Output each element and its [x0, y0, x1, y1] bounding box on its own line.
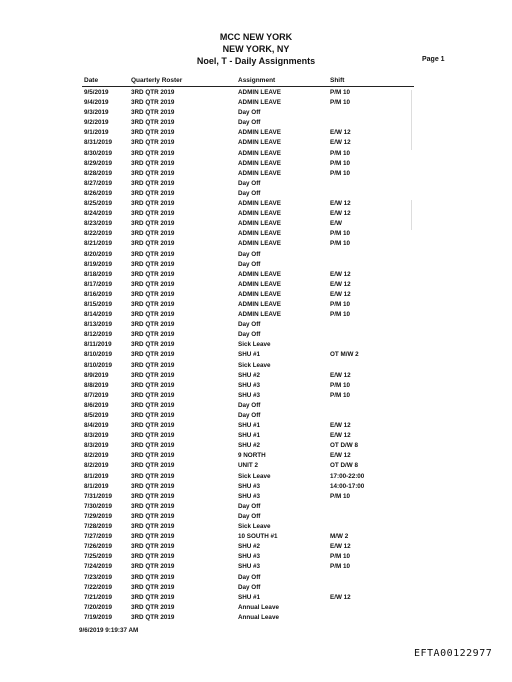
row-assignment: ADMIN LEAVE [238, 139, 281, 147]
table-row [0, 584, 512, 594]
table-row [0, 230, 512, 240]
row-assignment: 10 SOUTH #1 [238, 533, 278, 541]
table-row [0, 483, 512, 493]
row-assignment: Day Off [238, 502, 261, 510]
row-date: 9/3/2019 [84, 109, 109, 117]
row-shift: OT D/W 8 [330, 442, 358, 450]
row-date: 8/15/2019 [84, 300, 113, 308]
row-date: 7/27/2019 [84, 533, 113, 541]
row-roster: 3RD QTR 2019 [131, 452, 175, 460]
row-assignment: ADMIN LEAVE [238, 311, 281, 319]
table-row [0, 422, 512, 432]
row-shift: E/W 12 [330, 270, 351, 278]
row-shift: P/M 10 [330, 563, 350, 571]
row-roster: 3RD QTR 2019 [131, 169, 175, 177]
assignments-table [0, 89, 512, 624]
row-shift: E/W 12 [330, 139, 351, 147]
row-roster: 3RD QTR 2019 [131, 462, 175, 470]
row-roster: 3RD QTR 2019 [131, 341, 175, 349]
row-roster: 3RD QTR 2019 [131, 583, 175, 591]
row-shift: P/M 10 [330, 230, 350, 238]
row-roster: 3RD QTR 2019 [131, 109, 175, 117]
row-date: 7/26/2019 [84, 543, 113, 551]
row-assignment: ADMIN LEAVE [238, 220, 281, 228]
column-header-shift: Shift [330, 77, 345, 84]
row-shift: P/M 10 [330, 240, 350, 248]
row-date: 8/17/2019 [84, 280, 113, 288]
table-row [0, 240, 512, 250]
row-shift: E/W 12 [330, 280, 351, 288]
row-date: 8/26/2019 [84, 189, 113, 197]
row-roster: 3RD QTR 2019 [131, 139, 175, 147]
table-row [0, 261, 512, 271]
row-assignment: Day Off [238, 321, 261, 329]
table-row [0, 341, 512, 351]
row-date: 8/20/2019 [84, 250, 113, 258]
table-row [0, 553, 512, 563]
row-date: 8/10/2019 [84, 361, 113, 369]
row-shift: OT M/W 2 [330, 351, 359, 359]
row-date: 8/10/2019 [84, 351, 113, 359]
row-assignment: Day Off [238, 331, 261, 339]
row-assignment: SHU #1 [238, 593, 261, 601]
row-date: 8/31/2019 [84, 139, 113, 147]
row-assignment: ADMIN LEAVE [238, 89, 281, 96]
row-assignment: Day Off [238, 401, 261, 409]
row-shift: P/M 10 [330, 300, 350, 308]
row-shift: P/M 10 [330, 553, 350, 561]
table-row [0, 220, 512, 230]
row-date: 8/6/2019 [84, 401, 109, 409]
row-shift: E/W 12 [330, 422, 351, 430]
table-row [0, 543, 512, 553]
row-shift: 17:00-22:00 [330, 472, 365, 480]
row-date: 7/31/2019 [84, 492, 113, 500]
table-row [0, 119, 512, 129]
row-roster: 3RD QTR 2019 [131, 270, 175, 278]
row-date: 8/2/2019 [84, 462, 109, 470]
table-row [0, 139, 512, 149]
row-roster: 3RD QTR 2019 [131, 179, 175, 187]
row-shift: E/W 12 [330, 129, 351, 137]
table-row [0, 89, 512, 99]
table-row [0, 291, 512, 301]
row-assignment: SHU #3 [238, 482, 261, 490]
row-roster: 3RD QTR 2019 [131, 200, 175, 208]
row-date: 7/23/2019 [84, 573, 113, 581]
table-row [0, 301, 512, 311]
row-assignment: SHU #1 [238, 422, 261, 430]
table-row [0, 382, 512, 392]
row-shift: E/W 12 [330, 210, 351, 218]
row-shift: P/M 10 [330, 311, 350, 319]
row-shift: OT D/W 8 [330, 462, 358, 470]
table-row [0, 493, 512, 503]
row-shift: E/W 12 [330, 452, 351, 460]
row-shift: 14:00-17:00 [330, 482, 365, 490]
row-roster: 3RD QTR 2019 [131, 260, 175, 268]
table-row [0, 271, 512, 281]
row-assignment: ADMIN LEAVE [238, 290, 281, 298]
table-row [0, 372, 512, 382]
row-roster: 3RD QTR 2019 [131, 311, 175, 319]
table-row [0, 160, 512, 170]
row-roster: 3RD QTR 2019 [131, 391, 175, 399]
row-roster: 3RD QTR 2019 [131, 220, 175, 228]
row-roster: 3RD QTR 2019 [131, 119, 175, 127]
row-shift: P/M 10 [330, 149, 350, 157]
row-shift: P/M 10 [330, 391, 350, 399]
row-date: 8/22/2019 [84, 230, 113, 238]
row-roster: 3RD QTR 2019 [131, 401, 175, 409]
row-date: 8/11/2019 [84, 341, 112, 349]
row-assignment: ADMIN LEAVE [238, 169, 281, 177]
table-row [0, 473, 512, 483]
row-date: 8/12/2019 [84, 331, 113, 339]
row-date: 8/25/2019 [84, 200, 113, 208]
row-roster: 3RD QTR 2019 [131, 523, 175, 531]
row-date: 7/29/2019 [84, 512, 113, 520]
header-divider [82, 86, 414, 87]
table-row [0, 574, 512, 584]
row-roster: 3RD QTR 2019 [131, 381, 175, 389]
row-date: 7/24/2019 [84, 563, 113, 571]
row-assignment: SHU #3 [238, 553, 261, 561]
row-roster: 3RD QTR 2019 [131, 300, 175, 308]
row-assignment: Sick Leave [238, 361, 271, 369]
row-assignment: SHU #1 [238, 351, 261, 359]
row-roster: 3RD QTR 2019 [131, 563, 175, 571]
row-assignment: SHU #2 [238, 442, 261, 450]
row-date: 8/1/2019 [84, 472, 109, 480]
document-id: EFTA00122977 [414, 648, 493, 659]
row-roster: 3RD QTR 2019 [131, 149, 175, 157]
row-assignment: Day Off [238, 179, 261, 187]
row-roster: 3RD QTR 2019 [131, 280, 175, 288]
row-date: 8/3/2019 [84, 442, 109, 450]
table-row [0, 210, 512, 220]
row-date: 8/19/2019 [84, 260, 113, 268]
table-row [0, 462, 512, 472]
row-assignment: ADMIN LEAVE [238, 230, 281, 238]
row-shift: E/W 12 [330, 200, 351, 208]
row-date: 7/30/2019 [84, 502, 113, 510]
row-date: 7/19/2019 [84, 613, 113, 621]
row-roster: 3RD QTR 2019 [131, 361, 175, 369]
table-row [0, 190, 512, 200]
row-roster: 3RD QTR 2019 [131, 240, 175, 248]
row-assignment: ADMIN LEAVE [238, 99, 281, 107]
row-roster: 3RD QTR 2019 [131, 321, 175, 329]
row-date: 9/4/2019 [84, 99, 109, 107]
table-row [0, 594, 512, 604]
row-date: 8/18/2019 [84, 270, 113, 278]
row-date: 8/2/2019 [84, 452, 109, 460]
row-date: 7/20/2019 [84, 603, 113, 611]
table-row [0, 321, 512, 331]
row-roster: 3RD QTR 2019 [131, 89, 175, 96]
row-roster: 3RD QTR 2019 [131, 492, 175, 500]
row-roster: 3RD QTR 2019 [131, 230, 175, 238]
table-row [0, 392, 512, 402]
row-date: 7/28/2019 [84, 523, 113, 531]
page-number: Page 1 [422, 56, 445, 63]
row-assignment: ADMIN LEAVE [238, 149, 281, 157]
table-row [0, 614, 512, 624]
row-assignment: SHU #2 [238, 371, 261, 379]
row-shift: M/W 2 [330, 533, 349, 541]
row-assignment: SHU #3 [238, 381, 261, 389]
row-roster: 3RD QTR 2019 [131, 533, 175, 541]
row-date: 7/25/2019 [84, 553, 113, 561]
row-date: 8/1/2019 [84, 482, 109, 490]
row-date: 8/16/2019 [84, 290, 113, 298]
table-row [0, 523, 512, 533]
table-row [0, 432, 512, 442]
row-assignment: Day Off [238, 583, 261, 591]
row-assignment: ADMIN LEAVE [238, 270, 281, 278]
row-roster: 3RD QTR 2019 [131, 412, 175, 419]
row-roster: 3RD QTR 2019 [131, 331, 175, 339]
row-date: 9/1/2019 [84, 129, 109, 137]
row-shift: P/M 10 [330, 169, 350, 177]
row-shift: P/M 10 [330, 492, 350, 500]
row-assignment: ADMIN LEAVE [238, 280, 281, 288]
row-roster: 3RD QTR 2019 [131, 502, 175, 510]
row-assignment: SHU #3 [238, 391, 261, 399]
table-row [0, 503, 512, 513]
table-row [0, 109, 512, 119]
row-roster: 3RD QTR 2019 [131, 210, 175, 218]
row-assignment: ADMIN LEAVE [238, 200, 281, 208]
table-row [0, 533, 512, 543]
row-assignment: SHU #1 [238, 432, 261, 440]
row-roster: 3RD QTR 2019 [131, 593, 175, 601]
report-subject-title: Noel, T - Daily Assignments [196, 56, 316, 66]
row-roster: 3RD QTR 2019 [131, 553, 175, 561]
row-date: 7/22/2019 [84, 583, 113, 591]
row-roster: 3RD QTR 2019 [131, 290, 175, 298]
row-shift: E/W 12 [330, 593, 351, 601]
row-assignment: ADMIN LEAVE [238, 210, 281, 218]
row-assignment: SHU #2 [238, 543, 261, 551]
table-row [0, 412, 512, 422]
row-roster: 3RD QTR 2019 [131, 432, 175, 440]
report-location-title: NEW YORK, NY [222, 44, 290, 54]
row-assignment: Day Off [238, 119, 261, 127]
row-assignment: ADMIN LEAVE [238, 129, 281, 137]
row-date: 8/4/2019 [84, 422, 109, 430]
row-assignment: Day Off [238, 189, 261, 197]
row-assignment: ADMIN LEAVE [238, 300, 281, 308]
row-date: 8/27/2019 [84, 179, 113, 187]
row-roster: 3RD QTR 2019 [131, 129, 175, 137]
row-roster: 3RD QTR 2019 [131, 442, 175, 450]
row-shift: E/W 12 [330, 543, 351, 551]
row-date: 8/24/2019 [84, 210, 113, 218]
row-assignment: UNIT 2 [238, 462, 258, 470]
table-row [0, 251, 512, 261]
table-row [0, 180, 512, 190]
row-assignment: 9 NORTH [238, 452, 266, 460]
column-header-roster: Quarterly Roster [131, 77, 183, 84]
table-row [0, 150, 512, 160]
row-roster: 3RD QTR 2019 [131, 472, 175, 480]
row-roster: 3RD QTR 2019 [131, 573, 175, 581]
row-assignment: Day Off [238, 250, 261, 258]
table-row [0, 331, 512, 341]
row-shift: P/M 10 [330, 381, 350, 389]
row-assignment: Day Off [238, 412, 261, 419]
row-shift: E/W 12 [330, 432, 351, 440]
row-shift: E/W [330, 220, 342, 228]
row-assignment: Day Off [238, 260, 261, 268]
row-roster: 3RD QTR 2019 [131, 351, 175, 359]
table-row [0, 563, 512, 573]
row-date: 8/3/2019 [84, 432, 109, 440]
row-roster: 3RD QTR 2019 [131, 99, 175, 107]
row-assignment: Day Off [238, 109, 261, 117]
row-assignment: Annual Leave [238, 603, 279, 611]
row-shift: E/W 12 [330, 290, 351, 298]
row-assignment: SHU #3 [238, 563, 261, 571]
row-assignment: Annual Leave [238, 613, 279, 621]
report-facility-title: MCC NEW YORK [219, 32, 293, 42]
table-row [0, 99, 512, 109]
row-date: 8/21/2019 [84, 240, 113, 248]
row-date: 9/2/2019 [84, 119, 109, 127]
row-date: 8/30/2019 [84, 149, 113, 157]
table-row [0, 311, 512, 321]
row-shift: P/M 10 [330, 89, 350, 96]
table-row [0, 351, 512, 361]
table-row [0, 452, 512, 462]
row-date: 8/23/2019 [84, 220, 113, 228]
row-assignment: ADMIN LEAVE [238, 159, 281, 167]
row-date: 8/9/2019 [84, 371, 109, 379]
row-roster: 3RD QTR 2019 [131, 189, 175, 197]
row-roster: 3RD QTR 2019 [131, 482, 175, 490]
row-roster: 3RD QTR 2019 [131, 371, 175, 379]
row-roster: 3RD QTR 2019 [131, 603, 175, 611]
row-date: 8/13/2019 [84, 321, 113, 329]
row-shift: P/M 10 [330, 159, 350, 167]
column-header-assignment: Assignment [238, 77, 276, 84]
row-assignment: Day Off [238, 573, 261, 581]
row-roster: 3RD QTR 2019 [131, 250, 175, 258]
table-row [0, 402, 512, 412]
row-date: 8/7/2019 [84, 391, 109, 399]
table-row [0, 281, 512, 291]
row-assignment: SHU #3 [238, 492, 261, 500]
row-roster: 3RD QTR 2019 [131, 512, 175, 520]
table-row [0, 604, 512, 614]
row-date: 8/5/2019 [84, 412, 109, 419]
row-roster: 3RD QTR 2019 [131, 422, 175, 430]
row-date: 8/28/2019 [84, 169, 113, 177]
row-shift: E/W 12 [330, 371, 351, 379]
column-header-date: Date [84, 77, 99, 84]
table-row [0, 200, 512, 210]
row-date: 8/8/2019 [84, 381, 109, 389]
row-roster: 3RD QTR 2019 [131, 159, 175, 167]
row-shift: P/M 10 [330, 99, 350, 107]
table-row [0, 362, 512, 372]
print-timestamp: 9/6/2019 9:19:37 AM [79, 627, 139, 634]
table-row [0, 442, 512, 452]
row-assignment: Sick Leave [238, 341, 271, 349]
row-date: 9/5/2019 [84, 89, 109, 96]
row-assignment: Sick Leave [238, 472, 271, 480]
row-date: 7/21/2019 [84, 593, 113, 601]
row-roster: 3RD QTR 2019 [131, 543, 175, 551]
table-row [0, 513, 512, 523]
row-date: 8/14/2019 [84, 311, 113, 319]
row-date: 8/29/2019 [84, 159, 113, 167]
row-roster: 3RD QTR 2019 [131, 613, 175, 621]
row-assignment: Day Off [238, 512, 261, 520]
table-row [0, 129, 512, 139]
row-assignment: Sick Leave [238, 523, 271, 531]
table-row [0, 170, 512, 180]
row-assignment: ADMIN LEAVE [238, 240, 281, 248]
